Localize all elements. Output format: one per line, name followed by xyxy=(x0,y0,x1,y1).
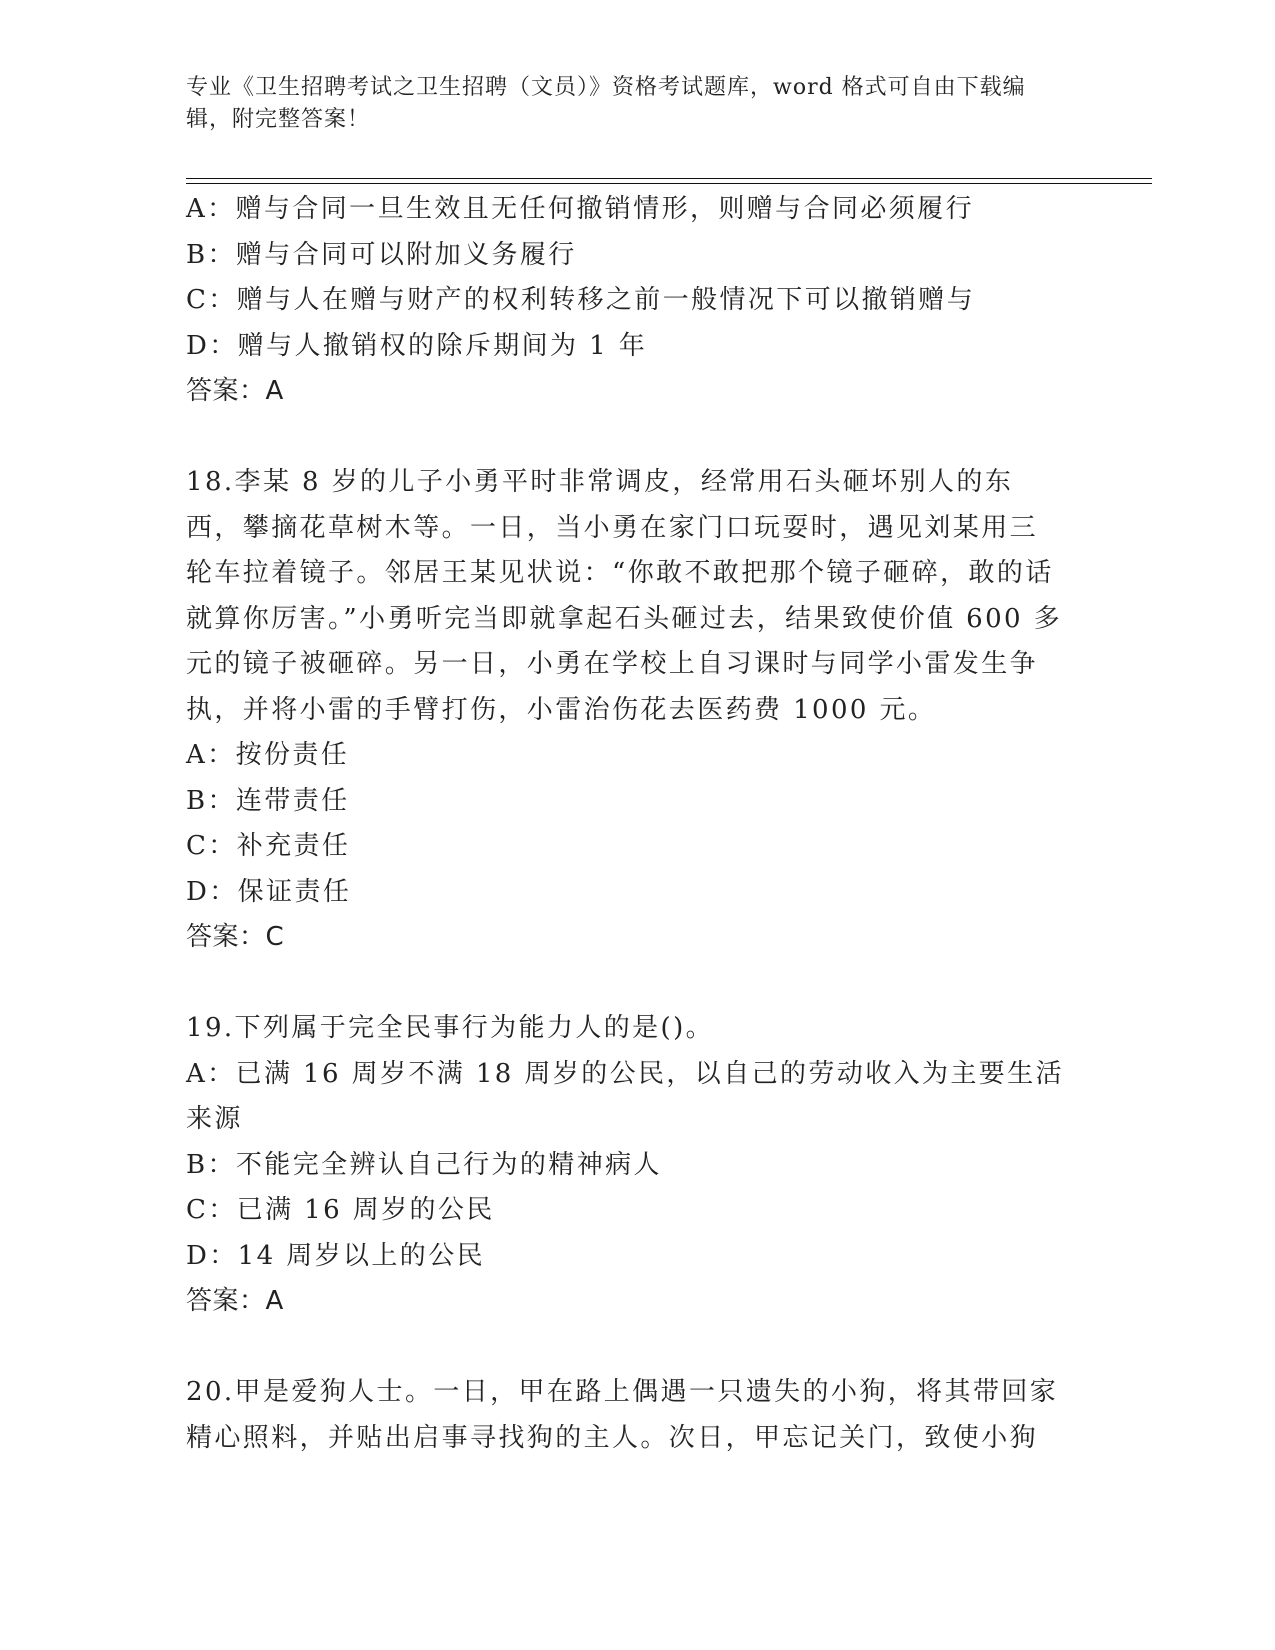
question-18 xyxy=(186,460,1066,961)
question-spacer xyxy=(186,961,1066,1007)
question-stem: 20.甲是爱狗人士。一日，甲在路上偶遇一只遗失的小狗，将其带回家精心照料，并贴出启事寻找狗的主人。次日，甲忘记关门，致使小狗 xyxy=(186,1377,1059,1453)
option-a: A：已满 16 周岁不满 18 周岁的公民，以自己的劳动收入为主要生活来源 xyxy=(186,1058,1065,1134)
option-b: B：连带责任 xyxy=(186,785,350,816)
question-content xyxy=(186,187,1066,1461)
option-d: D：赠与人撤销权的除斥期间为 1 年 xyxy=(186,330,648,361)
header-divider-bottom xyxy=(186,183,1152,184)
option-b: B：赠与合同可以附加义务履行 xyxy=(186,239,577,270)
option-d: D：14 周岁以上的公民 xyxy=(186,1240,485,1271)
answer: 答案：A xyxy=(186,376,284,406)
question-19 xyxy=(186,1006,1066,1325)
option-c: C：赠与人在赠与财产的权利转移之前一般情况下可以撤销赠与 xyxy=(186,285,976,315)
question-spacer xyxy=(186,415,1066,461)
question-20 xyxy=(186,1370,1066,1461)
option-a: A：按份责任 xyxy=(186,740,350,770)
option-c: C：已满 16 周岁的公民 xyxy=(186,1195,495,1225)
option-c: C：补充责任 xyxy=(186,831,351,861)
answer: 答案：A xyxy=(186,1286,284,1316)
answer: 答案：C xyxy=(186,922,285,952)
option-a: A：赠与合同一旦生效且无任何撤销情形，则赠与合同必须履行 xyxy=(186,194,974,224)
header-divider-top xyxy=(186,178,1152,179)
question-17 xyxy=(186,187,1066,415)
page-header: 专业《卫生招聘考试之卫生招聘（文员）》资格考试题库，word 格式可自由下载编辑，附完整答案！ xyxy=(186,75,1026,132)
option-d: D：保证责任 xyxy=(186,876,352,907)
option-b: B：不能完全辨认自己行为的精神病人 xyxy=(186,1149,662,1180)
question-spacer xyxy=(186,1325,1066,1371)
question-stem: 18.李某 8 岁的儿子小勇平时非常调皮，经常用石头砸坏别人的东西，攀摘花草树木等。一日，当小勇在家门口玩耍时，遇见刘某用三轮车拉着镜子。邻居王某见状说：“你敢不敢把那个镜子砸碎，敢的话就算你厉害。”小勇听完当即就拿起石头砸过去，结果致使价值 600 多元的镜子被砸碎。另一日，小勇在学校上自习课时与同学小雷发生争执，并将小雷的手臂打伤，小雷治伤花去医药费 1000 元。 xyxy=(186,467,1063,725)
question-stem: 19.下列属于完全民事行为能力人的是()。 xyxy=(186,1013,715,1043)
